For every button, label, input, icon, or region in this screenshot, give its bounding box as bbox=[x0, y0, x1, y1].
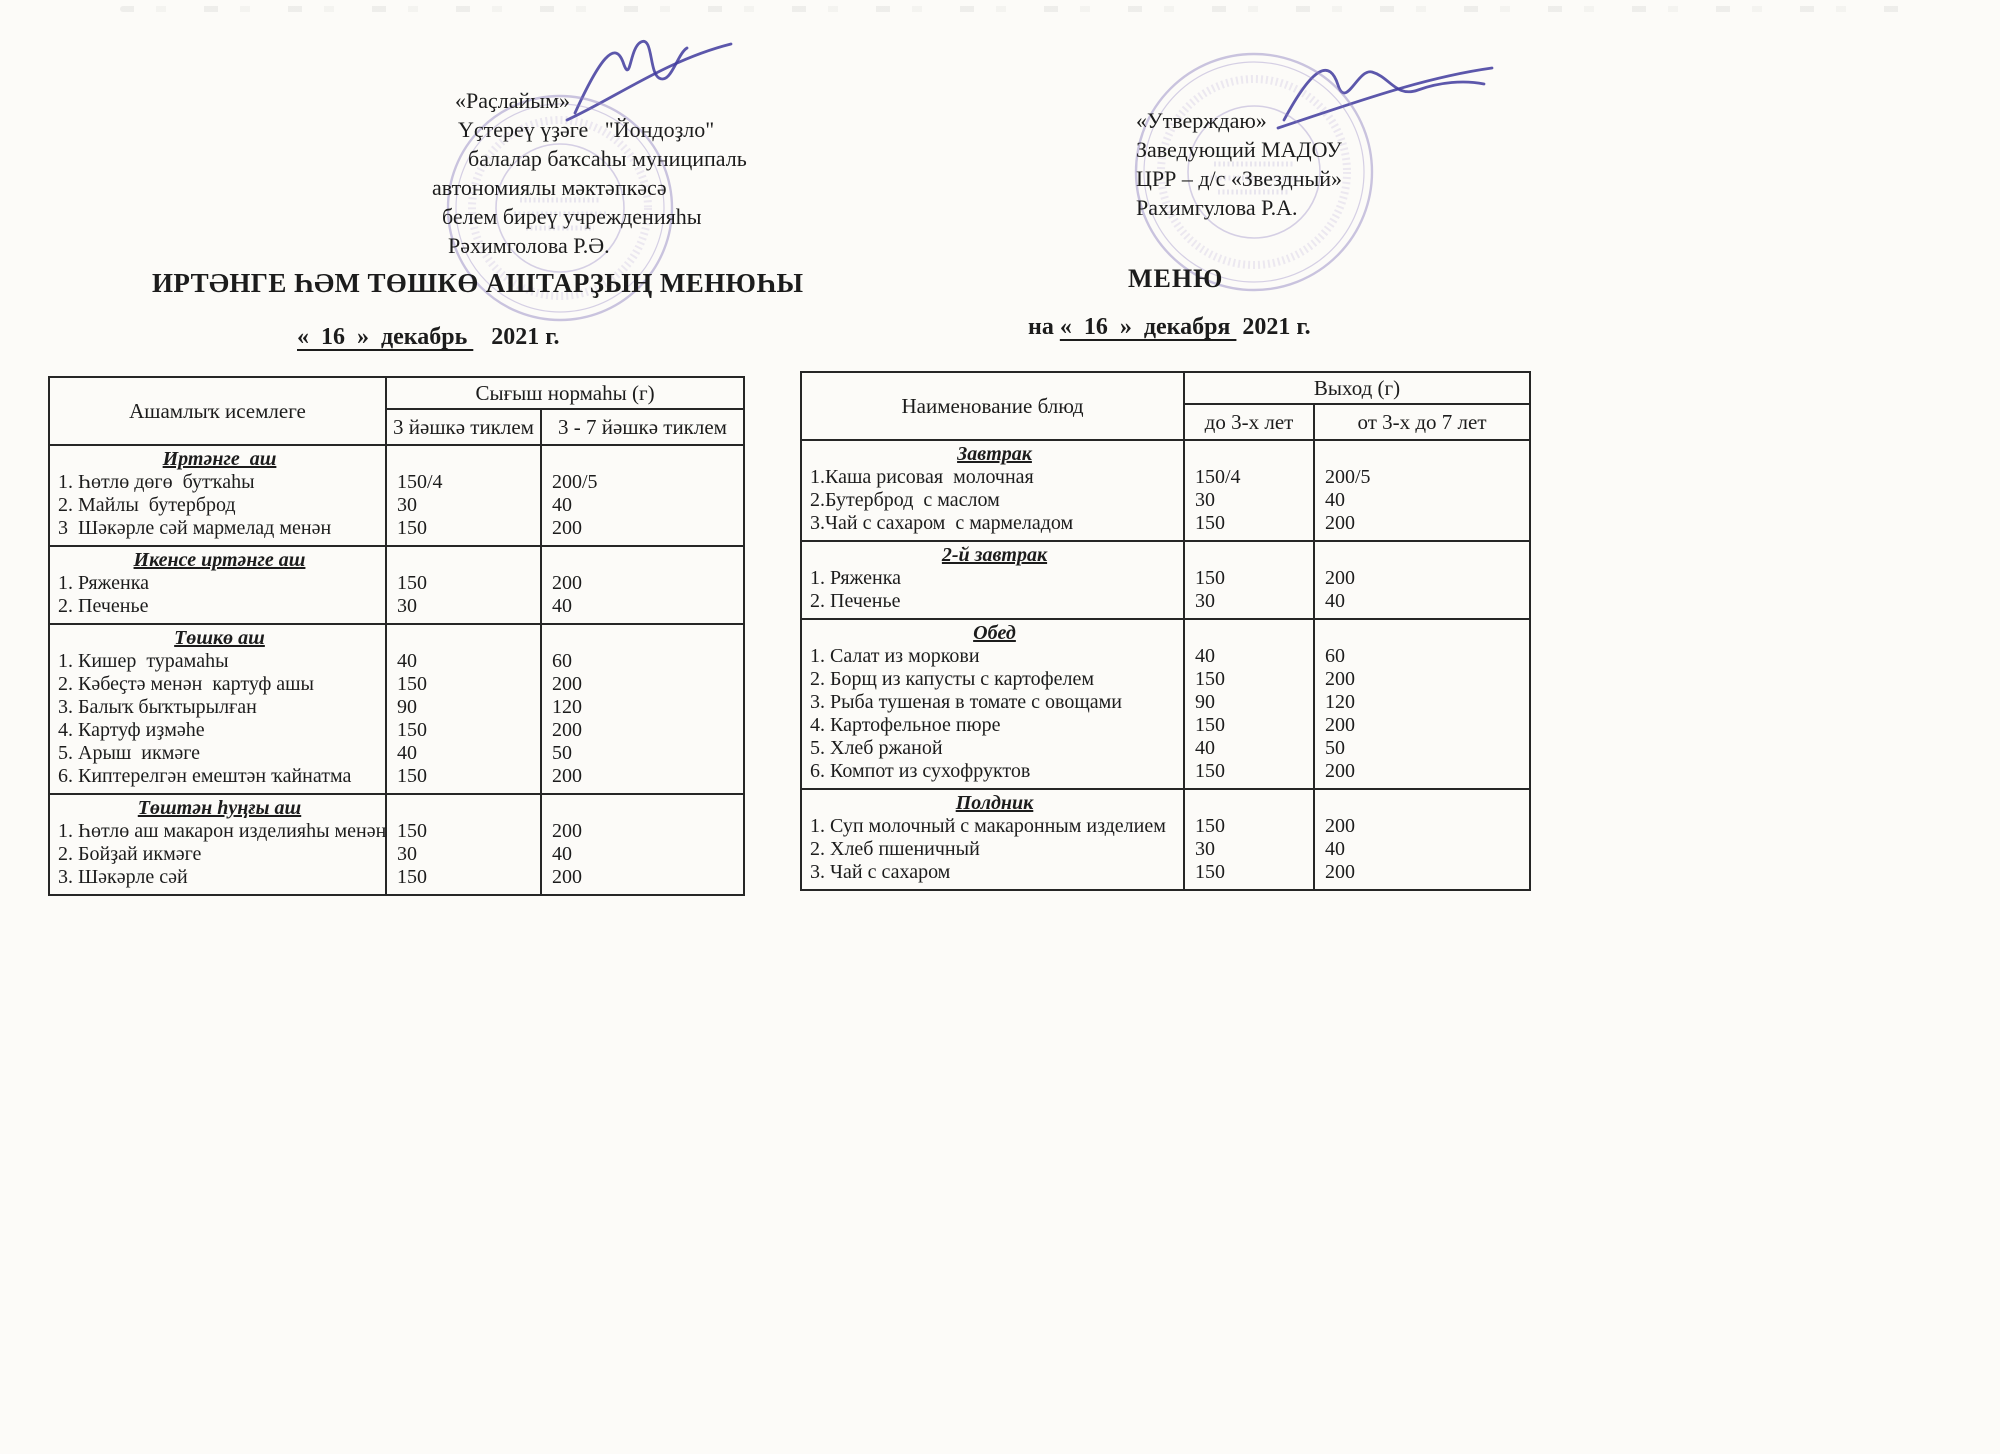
dish-list-cell bbox=[801, 440, 1184, 541]
date-year: 2021 г. bbox=[1236, 314, 1311, 340]
meal-section-title: Икенсе иртәнге аш bbox=[133, 549, 306, 571]
dish-name: 1.Каша рисовая молочная bbox=[810, 466, 1034, 488]
portion-value: 40 bbox=[1325, 838, 1345, 860]
portion-value: 200 bbox=[1325, 567, 1355, 589]
approval-line: ЦРР – д/с «Звездный» bbox=[1136, 166, 1343, 191]
menu-table-body-left bbox=[49, 445, 744, 895]
portion-value: 200 bbox=[552, 765, 582, 787]
portion-value: 150 bbox=[397, 517, 427, 539]
value-spacer bbox=[552, 627, 741, 650]
portion-cell-younger bbox=[1184, 789, 1314, 890]
approval-line: автономиялы мәктәпкәсә bbox=[432, 175, 667, 200]
column-header-under3-right: до 3-х лет bbox=[1184, 404, 1314, 440]
menu-table-right bbox=[800, 371, 1531, 891]
menu-title-left: ИРТӘНГЕ ҺӘМ ТӨШКӨ АШТАРҘЫҢ МЕНЮҺЫ bbox=[152, 268, 804, 298]
portion-value: 60 bbox=[1325, 645, 1345, 667]
dish-name: 4. Картуф иҙмәһе bbox=[58, 719, 205, 741]
dish-name: 2. Печенье bbox=[810, 590, 901, 612]
portion-cell-older bbox=[1314, 541, 1530, 619]
value-spacer bbox=[397, 549, 538, 572]
dish-name: 5. Арыш икмәге bbox=[58, 742, 201, 764]
portion-cell-older bbox=[541, 794, 744, 895]
meal-section-title: Иртәнге аш bbox=[162, 448, 277, 470]
column-header-dishes-right: Наименование блюд bbox=[801, 372, 1184, 440]
dish-name: 6. Киптерелгән емештән ҡайнатма bbox=[58, 765, 352, 787]
portion-cell-younger bbox=[1184, 541, 1314, 619]
meal-section-title: Обед bbox=[973, 622, 1016, 644]
column-header-output-left: Сығыш нормаһы (г) bbox=[386, 377, 744, 409]
menu-date-right bbox=[1028, 314, 1311, 341]
portion-value: 40 bbox=[397, 650, 417, 672]
portion-cell-older bbox=[541, 624, 744, 794]
menu-section-row bbox=[49, 546, 744, 624]
dish-list-cell bbox=[49, 624, 386, 794]
dish-name: 5. Хлеб ржаной bbox=[810, 737, 943, 759]
date-year: 2021 г. bbox=[473, 324, 560, 350]
dish-list-cell bbox=[801, 541, 1184, 619]
dish-list-cell bbox=[49, 546, 386, 624]
approval-line: «Утверждаю» bbox=[1136, 108, 1267, 133]
value-spacer bbox=[397, 448, 538, 471]
dish-name: 2. Печенье bbox=[58, 595, 149, 617]
menu-section-row bbox=[801, 541, 1530, 619]
portion-value: 150 bbox=[397, 572, 427, 594]
dish-list-cell bbox=[801, 789, 1184, 890]
value-spacer bbox=[552, 549, 741, 572]
portion-value: 30 bbox=[1195, 590, 1215, 612]
portion-cell-younger bbox=[1184, 619, 1314, 789]
portion-value: 50 bbox=[1325, 737, 1345, 759]
portion-cell-older bbox=[1314, 619, 1530, 789]
portion-value: 30 bbox=[1195, 489, 1215, 511]
portion-value: 30 bbox=[1195, 838, 1215, 860]
dish-name: 1. Салат из моркови bbox=[810, 645, 980, 667]
column-header-3to7-right: от 3-х до 7 лет bbox=[1314, 404, 1530, 440]
portion-value: 150 bbox=[397, 820, 427, 842]
portion-value: 30 bbox=[397, 843, 417, 865]
menu-section-row bbox=[49, 624, 744, 794]
portion-value: 200 bbox=[552, 673, 582, 695]
dish-name: 2. Борщ из капусты с картофелем bbox=[810, 668, 1095, 690]
portion-value: 200 bbox=[1325, 714, 1355, 736]
value-spacer bbox=[1325, 622, 1527, 645]
dish-list-cell bbox=[49, 445, 386, 546]
approval-line: Рәхимголова Р.Ә. bbox=[448, 233, 610, 258]
column-header-3to7-left: 3 - 7 йәшкә тиклем bbox=[541, 409, 744, 445]
column-header-output-right: Выход (г) bbox=[1184, 372, 1530, 404]
value-spacer bbox=[1325, 544, 1527, 567]
portion-value: 60 bbox=[552, 650, 572, 672]
meal-section-title: Төшкө аш bbox=[174, 627, 265, 649]
value-spacer bbox=[1325, 443, 1527, 466]
portion-cell-older bbox=[1314, 440, 1530, 541]
value-spacer bbox=[1195, 622, 1311, 645]
date-day-month: « 16 » декабря bbox=[1059, 314, 1237, 340]
portion-value: 200 bbox=[1325, 815, 1355, 837]
portion-value: 50 bbox=[552, 742, 572, 764]
portion-value: 200 bbox=[552, 517, 582, 539]
dish-name: 1. Ряженка bbox=[58, 572, 149, 594]
portion-value: 200/5 bbox=[552, 471, 598, 493]
portion-value: 200 bbox=[552, 572, 582, 594]
portion-value: 200 bbox=[1325, 760, 1355, 782]
portion-value: 30 bbox=[397, 494, 417, 516]
portion-value: 150 bbox=[1195, 714, 1225, 736]
menu-title-right: МЕНЮ bbox=[1128, 264, 1224, 293]
value-spacer bbox=[397, 797, 538, 820]
portion-value: 150/4 bbox=[1195, 466, 1241, 488]
dish-name: 1. Һөтлө аш макарон изделияһы менән bbox=[58, 820, 387, 842]
portion-value: 40 bbox=[1325, 590, 1345, 612]
date-day-month: « 16 » декабрь bbox=[297, 324, 474, 350]
portion-cell-older bbox=[1314, 789, 1530, 890]
menu-section-row bbox=[801, 619, 1530, 789]
dish-name: 3. Шәкәрле сәй bbox=[58, 866, 188, 888]
portion-value: 30 bbox=[397, 595, 417, 617]
dish-name: 3. Рыба тушеная в томате с овощами bbox=[810, 691, 1123, 713]
dish-name: 1. Суп молочный с макаронным изделием bbox=[810, 815, 1166, 837]
portion-value: 200 bbox=[1325, 668, 1355, 690]
dish-name: 2. Кәбеҫтә менән картуф ашы bbox=[58, 673, 314, 695]
dish-name: 4. Картофельное пюре bbox=[810, 714, 1001, 736]
portion-cell-younger bbox=[386, 546, 541, 624]
portion-value: 150 bbox=[397, 719, 427, 741]
portion-value: 40 bbox=[552, 494, 572, 516]
dish-name: 1. Кишер турамаһы bbox=[58, 650, 229, 672]
menu-section-row bbox=[801, 789, 1530, 890]
menu-section-row bbox=[49, 445, 744, 546]
value-spacer bbox=[1195, 544, 1311, 567]
dish-name: 2.Бутерброд с маслом bbox=[810, 489, 1000, 511]
value-spacer bbox=[552, 448, 741, 471]
value-spacer bbox=[397, 627, 538, 650]
dish-name: 3. Чай с сахаром bbox=[810, 861, 951, 883]
dish-name: 3. Балыҡ быҡтырылған bbox=[58, 696, 257, 718]
portion-value: 150/4 bbox=[397, 471, 443, 493]
column-header-under3-left: 3 йәшкә тиклем bbox=[386, 409, 541, 445]
menu-section-row bbox=[801, 440, 1530, 541]
portion-value: 150 bbox=[1195, 815, 1225, 837]
dish-name: 6. Компот из сухофруктов bbox=[810, 760, 1031, 782]
portion-cell-older bbox=[541, 546, 744, 624]
approval-block-right bbox=[1136, 106, 1342, 222]
menu-table-body-right bbox=[801, 440, 1530, 890]
portion-value: 40 bbox=[1195, 737, 1215, 759]
portion-value: 90 bbox=[397, 696, 417, 718]
scan-artifact-top bbox=[120, 6, 1920, 12]
value-spacer bbox=[1195, 792, 1311, 815]
portion-value: 150 bbox=[1195, 861, 1225, 883]
portion-value: 40 bbox=[552, 595, 572, 617]
portion-value: 150 bbox=[397, 765, 427, 787]
portion-value: 200 bbox=[552, 820, 582, 842]
approval-block-left bbox=[432, 86, 747, 260]
portion-value: 40 bbox=[552, 843, 572, 865]
menu-table-left bbox=[48, 376, 745, 896]
approval-line: «Раҫлайым» bbox=[455, 88, 570, 113]
value-spacer bbox=[1195, 443, 1311, 466]
portion-value: 150 bbox=[1195, 512, 1225, 534]
dish-list-cell bbox=[801, 619, 1184, 789]
value-spacer bbox=[552, 797, 741, 820]
dish-name: 3 Шәкәрле сәй мармелад менән bbox=[58, 517, 332, 539]
portion-value: 150 bbox=[1195, 668, 1225, 690]
portion-value: 150 bbox=[1195, 567, 1225, 589]
meal-section-title: 2-й завтрак bbox=[941, 544, 1048, 566]
dish-name: 2. Хлеб пшеничный bbox=[810, 838, 980, 860]
dish-name: 1. Һөтлө дөгө бутҡаһы bbox=[58, 471, 255, 493]
column-header-dishes-left: Ашамлыҡ исемлеге bbox=[49, 377, 386, 445]
portion-value: 200 bbox=[552, 719, 582, 741]
portion-cell-younger bbox=[386, 624, 541, 794]
approval-line: Рахимгулова Р.А. bbox=[1136, 195, 1298, 220]
portion-value: 200/5 bbox=[1325, 466, 1371, 488]
portion-cell-younger bbox=[1184, 440, 1314, 541]
portion-value: 120 bbox=[552, 696, 582, 718]
portion-value: 120 bbox=[1325, 691, 1355, 713]
portion-cell-younger bbox=[386, 794, 541, 895]
portion-value: 200 bbox=[552, 866, 582, 888]
dish-list-cell bbox=[49, 794, 386, 895]
portion-cell-younger bbox=[386, 445, 541, 546]
portion-cell-older bbox=[541, 445, 744, 546]
menu-section-row bbox=[49, 794, 744, 895]
portion-value: 90 bbox=[1195, 691, 1215, 713]
portion-value: 150 bbox=[397, 866, 427, 888]
portion-value: 40 bbox=[1325, 489, 1345, 511]
date-prefix: на bbox=[1028, 314, 1060, 340]
dish-name: 3.Чай с сахаром с мармеладом bbox=[810, 512, 1074, 534]
approval-line: белем биреү учрежденияһы bbox=[442, 204, 702, 229]
approval-line: балалар баҡсаһы муниципаль bbox=[468, 146, 747, 171]
dish-name: 2. Майлы бутерброд bbox=[58, 494, 236, 516]
meal-section-title: Полдник bbox=[955, 792, 1034, 814]
approval-line: Үҫтереү үҙәге "Йондоҙло" bbox=[458, 117, 715, 142]
portion-value: 40 bbox=[397, 742, 417, 764]
meal-section-title: Завтрак bbox=[957, 443, 1032, 465]
dish-name: 1. Ряженка bbox=[810, 567, 901, 589]
portion-value: 150 bbox=[1195, 760, 1225, 782]
portion-value: 150 bbox=[397, 673, 427, 695]
portion-value: 200 bbox=[1325, 861, 1355, 883]
portion-value: 40 bbox=[1195, 645, 1215, 667]
dish-name: 2. Бойҙай икмәге bbox=[58, 843, 202, 865]
portion-value: 200 bbox=[1325, 512, 1355, 534]
value-spacer bbox=[1325, 792, 1527, 815]
meal-section-title: Төштән һуңғы аш bbox=[137, 797, 302, 819]
approval-line: Заведующий МАДОУ bbox=[1136, 137, 1342, 162]
menu-date-left bbox=[297, 324, 560, 351]
